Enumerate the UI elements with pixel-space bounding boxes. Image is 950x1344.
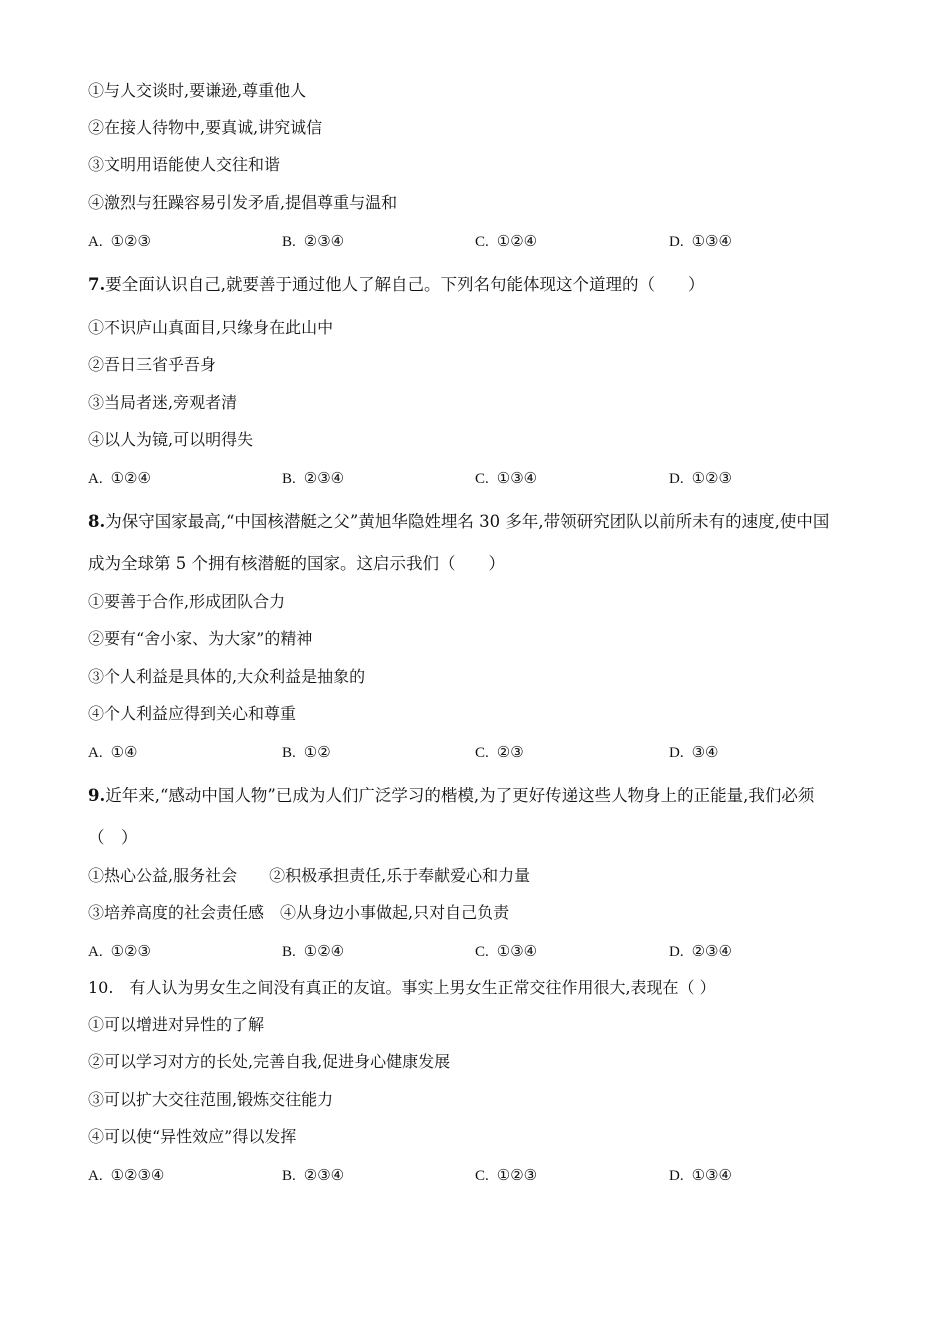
q10-option-b: B. ②③④ xyxy=(282,1166,345,1184)
q10-item-2: ②可以学习对方的长处,完善自我,促进身心健康发展 xyxy=(88,1052,451,1071)
q6-option-c: C. ①②④ xyxy=(475,232,538,250)
q8-option-d: D. ③④ xyxy=(669,743,719,761)
q6-item-3: ③文明用语能使人交往和谐 xyxy=(88,155,281,174)
q10-stem: 10. 有人认为男女生之间没有真正的友谊。事实上男女生正常交往作用很大,表现在（ ） xyxy=(88,978,716,997)
q10-option-d: D. ①③④ xyxy=(669,1166,732,1184)
q10-option-c: C. ①②③ xyxy=(475,1166,538,1184)
q9-stem-line-2: （ ） xyxy=(88,828,138,847)
q6-item-4: ④激烈与狂躁容易引发矛盾,提倡尊重与温和 xyxy=(88,193,398,212)
q6-item-1: ①与人交谈时,要谦逊,尊重他人 xyxy=(88,81,307,100)
q10-option-a: A. ①②③④ xyxy=(88,1166,165,1184)
q8-stem-line-1: 8.为保守国家最高,“中国核潜艇之父”黄旭华隐姓埋名 30 多年,带领研究团队以前所未有的速度,使中国 xyxy=(88,512,830,531)
q6-option-a: A. ①②③ xyxy=(88,232,151,250)
q8-stem-line-2: 成为全球第 5 个拥有核潜艇的国家。这启示我们（ ） xyxy=(88,554,505,573)
q8-item-1: ①要善于合作,形成团队合力 xyxy=(88,592,286,611)
q8-item-3: ③个人利益是具体的,大众利益是抽象的 xyxy=(88,667,366,686)
q9-items-line-2: ③培养高度的社会责任感 ④从身边小事做起,只对自己负责 xyxy=(88,903,510,922)
q9-items-line-1: ①热心公益,服务社会 ②积极承担责任,乐于奉献爱心和力量 xyxy=(88,866,531,885)
q8-option-b: B. ①② xyxy=(282,743,331,761)
q10-item-1: ①可以增进对异性的了解 xyxy=(88,1015,265,1034)
q9-option-c: C. ①③④ xyxy=(475,942,538,960)
q8-option-c: C. ②③ xyxy=(475,743,524,761)
q7-stem: 7.要全面认识自己,就要善于通过他人了解自己。下列名句能体现这个道理的（ ） xyxy=(88,275,705,294)
q9-option-b: B. ①②④ xyxy=(282,942,345,960)
q9-stem-line-1: 9.近年来,“感动中国人物”已成为人们广泛学习的楷模,为了更好传递这些人物身上的正能量,我们必须 xyxy=(88,786,815,805)
q9-option-a: A. ①②③ xyxy=(88,942,151,960)
q7-item-3: ③当局者迷,旁观者清 xyxy=(88,393,238,412)
q7-item-4: ④以人为镜,可以明得失 xyxy=(88,430,254,449)
q6-option-b: B. ②③④ xyxy=(282,232,345,250)
q7-option-b: B. ②③④ xyxy=(282,469,345,487)
q8-item-4: ④个人利益应得到关心和尊重 xyxy=(88,704,297,723)
q7-option-a: A. ①②④ xyxy=(88,469,151,487)
q6-item-2: ②在接人待物中,要真诚,讲究诚信 xyxy=(88,118,323,137)
q7-item-1: ①不识庐山真面目,只缘身在此山中 xyxy=(88,318,334,337)
q10-item-3: ③可以扩大交往范围,锻炼交往能力 xyxy=(88,1090,334,1109)
q9-option-d: D. ②③④ xyxy=(669,942,732,960)
q8-option-a: A. ①④ xyxy=(88,743,138,761)
q7-option-d: D. ①②③ xyxy=(669,469,732,487)
q7-item-2: ②吾日三省乎吾身 xyxy=(88,355,217,374)
q8-item-2: ②要有“舍小家、为大家”的精神 xyxy=(88,629,313,648)
q10-item-4: ④可以使“异性效应”得以发挥 xyxy=(88,1127,297,1146)
q6-option-d: D. ①③④ xyxy=(669,232,732,250)
q7-option-c: C. ①③④ xyxy=(475,469,538,487)
